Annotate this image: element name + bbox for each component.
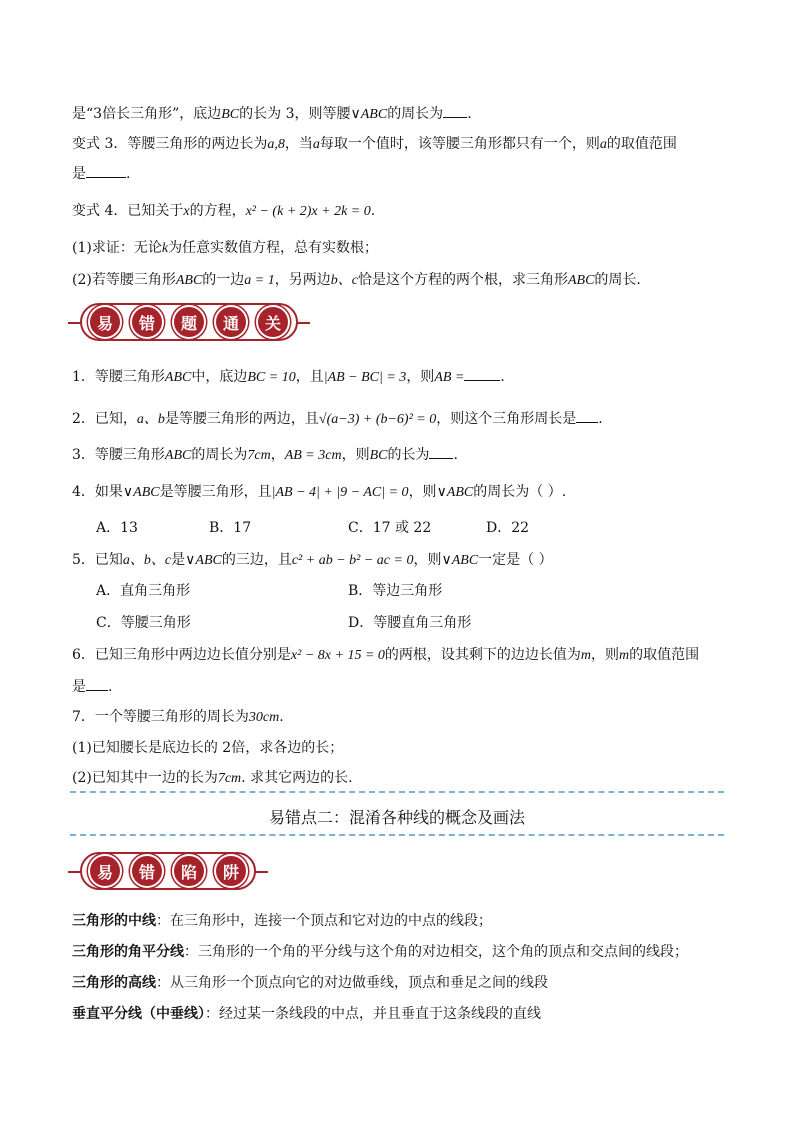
line-3x-triangle: 是“3倍长三角形”，底边BC的长为 3，则等腰∨ABC的周长为 . [72, 103, 472, 123]
badge-error-practice: 易 错 题 通 关 [80, 303, 298, 341]
question-1: 1．等腰三角形ABC中，底边BC = 10，且|AB − BC| = 3，则AB = . [72, 366, 505, 386]
option-c[interactable]: C．等腰三角形 [96, 615, 191, 631]
option-c[interactable]: C．17 或 22 [348, 520, 432, 536]
answer-blank[interactable] [86, 676, 108, 691]
answer-blank[interactable] [576, 408, 598, 423]
answer-blank[interactable] [443, 103, 467, 118]
question-5: 5．已知a、b、c是∨ABC的三边，且c² + ab − b² − ac = 0，则∨ABC一定是（ ） [72, 552, 553, 568]
variant-3: 变式 3．等腰三角形的两边长为a,8，当a每取一个值时，该等腰三角形都只有一个，则a的取值范围 [72, 136, 677, 152]
variant-3-cont: 是 . [72, 163, 130, 183]
definition-angle-bisector: 三角形的角平分线：三角形的一个角的平分线与这个角的对边相交，这个角的顶点和交点间的线段； [72, 944, 688, 960]
section-title: 易错点二：混淆各种线的概念及画法 [268, 808, 525, 827]
divider-top [70, 791, 724, 793]
option-a[interactable]: A．直角三角形 [96, 583, 191, 599]
definition-perpendicular-bisector: 垂直平分线（中垂线）：经过某一条线段的中点，并且垂直于这条线段的直线 [72, 1006, 541, 1022]
divider-bottom [70, 834, 724, 836]
variant-4-part1: (1)求证：无论k为任意实数值方程，总有实数根； [72, 240, 379, 256]
variant-4: 变式 4．已知关于x的方程，x² − (k + 2)x + 2k = 0. [72, 203, 376, 219]
definition-altitude: 三角形的高线：从三角形一个顶点向它的对边做垂线，顶点和垂足之间的线段 [72, 975, 548, 991]
variant-4-part2: (2)若等腰三角形ABC的一边a = 1，另两边b、c恰是这个方程的两个根，求三角形ABC的周长. [72, 272, 641, 288]
question-4: 4．如果∨ABC是等腰三角形，且|AB − 4| + |9 − AC| = 0，则∨ABC的周长为（ ）. [72, 484, 567, 500]
question-7-part2: (2)已知其中一边的长为7cm. 求其它两边的长. [72, 770, 353, 786]
option-a[interactable]: A．13 [96, 520, 138, 536]
option-d[interactable]: D．等腰直角三角形 [348, 615, 472, 631]
option-d[interactable]: D．22 [486, 520, 530, 536]
question-7: 7．一个等腰三角形的周长为30cm. [72, 709, 284, 725]
answer-blank[interactable] [464, 366, 500, 381]
definition-median: 三角形的中线：在三角形中，连接一个顶点和它对边的中点的线段； [72, 913, 492, 929]
badge-error-trap: 易 错 陷 阱 [80, 852, 256, 890]
answer-blank[interactable] [429, 444, 453, 459]
question-3: 3．等腰三角形ABC的周长为7cm，AB = 3cm，则BC的长为 . [72, 444, 458, 464]
option-b[interactable]: B．17 [209, 520, 252, 536]
question-6-cont: 是 . [72, 676, 112, 696]
question-2: 2．已知，a、b是等腰三角形的两边，且√(a−3) + (b−6)² = 0，则这个三角形周长是 . [72, 408, 603, 428]
answer-blank[interactable] [86, 163, 126, 178]
question-6: 6．已知三角形中两边边长值分别是x² − 8x + 15 = 0的两根，设其剩下的边边长值为m，则m的取值范围 [72, 647, 700, 663]
question-7-part1: (1)已知腰长是底边长的 2倍，求各边的长； [72, 740, 344, 756]
equation: x² − (k + 2)x + 2k = 0 [245, 204, 371, 219]
option-b[interactable]: B．等边三角形 [348, 583, 443, 599]
